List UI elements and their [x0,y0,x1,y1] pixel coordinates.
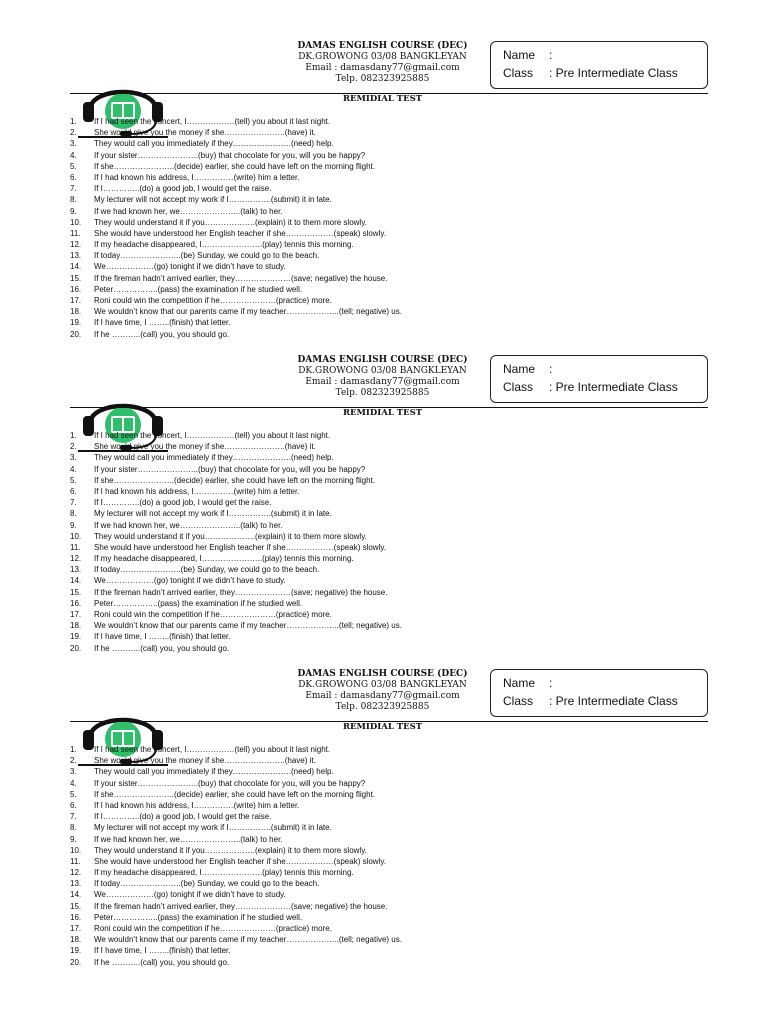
question-text: My lecturer will not accept my work if I…………….(submit) it in late. [94,823,332,833]
school-email: Email : damasdany77@gmail.com [305,377,460,387]
question-item [70,206,710,217]
question-item [70,508,710,519]
question-number: 7. [70,812,77,822]
question-item [70,464,710,475]
question-item [70,755,710,766]
question-text: If he ………..(call) you, you should go. [94,329,230,339]
question-text: She would have understood her English teacher if she………………(speak) slowly. [94,542,386,552]
test-title: REMIDIAL TEST [342,408,423,418]
question-text: If we had known her, we…………………..(talk) to her. [94,834,283,844]
question-number: 10. [70,531,82,541]
school-name: DAMAS ENGLISH COURSE (DEC) [297,355,468,365]
question-number: 19. [70,632,82,642]
school-email: Email : damasdany77@gmail.com [305,691,460,701]
school-header [250,41,515,85]
question-text: Roni could win the competition if he…………………(practice) more. [94,610,332,619]
question-text: Peter……………..(pass) the examination if he studied well. [94,284,303,294]
question-item [70,643,710,654]
question-text: If he ………..(call) you, you should go. [94,643,230,653]
question-number: 6. [70,486,77,496]
name-value: : [549,362,553,376]
question-number: 1. [70,431,77,440]
question-number: 18. [70,307,82,317]
question-text: We………………(go) tonight if we didn’t have to study. [94,890,286,900]
student-info-box [490,41,708,89]
question-text: If I had known his address, I……………(write) him a letter. [94,486,300,496]
question-number: 13. [70,251,82,261]
question-number: 10. [70,217,82,227]
question-text: If I…………..(do) a good job, I would get the raise. [94,498,272,508]
question-text: If I had seen the concert, I………………(tell) you about it last night. [94,117,331,126]
question-text: If I have time, I ……..(finish) that letter. [94,946,231,956]
class-value: : Pre Intermediate Class [549,694,678,708]
question-item [70,273,710,284]
name-row [503,362,552,376]
question-item [70,789,710,800]
question-number: 14. [70,890,82,900]
question-number: 20. [70,957,82,967]
question-item [70,620,710,631]
school-name: DAMAS ENGLISH COURSE (DEC) [297,41,468,51]
question-text: She would give you the money if she…………………..(have) it. [94,442,316,452]
school-address: DK.GROWONG 03/08 BANGKLEYAN [298,52,467,62]
question-text: We wouldn’t know that our parents came if my teacher………………..(tell; negative) us. [94,307,402,317]
name-row [503,48,552,62]
question-item [70,452,710,463]
question-number: 14. [70,262,82,272]
question-number: 8. [70,195,77,205]
student-info-box [490,355,708,403]
question-number: 18. [70,935,82,945]
question-text: If we had known her, we…………………..(talk) to her. [94,206,283,216]
question-number: 20. [70,643,82,653]
question-text: They would call you immediately if they………………….(need) help. [94,139,334,149]
name-label: Name [503,676,536,690]
question-item [70,867,710,878]
question-item [70,957,710,968]
question-text: If I…………..(do) a good job, I would get the raise. [94,812,272,822]
school-name: DAMAS ENGLISH COURSE (DEC) [297,669,468,679]
question-text: They would understand it if you……………….(explain) it to them more slowly. [94,217,367,227]
question-text: If my headache disappeared, I…………………..(play) tennis this morning. [94,554,354,564]
question-number: 4. [70,150,77,160]
question-number: 15. [70,901,82,911]
school-phone: Telp. 082323925885 [335,74,430,84]
question-text: If she…………………..(decide) earlier, she could have left on the morning flight. [94,475,376,485]
question-number: 14. [70,576,82,586]
class-value: : Pre Intermediate Class [549,380,678,394]
question-text: If I had seen the concert, I………………(tell) you about it last night. [94,431,331,440]
question-text: If she…………………..(decide) earlier, she could have left on the morning flight. [94,789,376,799]
question-text: She would give you the money if she…………………..(have) it. [94,756,316,766]
question-item [70,306,710,317]
test-title: REMIDIAL TEST [342,722,423,732]
class-label: Class [503,694,534,708]
question-number: 19. [70,946,82,956]
question-number: 3. [70,453,77,463]
name-row [503,676,552,690]
question-item [70,475,710,486]
question-number: 4. [70,778,77,788]
question-number: 5. [70,161,77,171]
question-item [70,520,710,531]
question-list [70,116,710,340]
question-text: Roni could win the competition if he…………………(practice) more. [94,296,332,305]
question-item [70,631,710,642]
question-number: 15. [70,587,82,597]
question-text: If I had known his address, I……………(write) him a letter. [94,800,300,810]
question-number: 9. [70,206,77,216]
question-number: 17. [70,610,82,619]
question-item [70,127,710,138]
question-text: My lecturer will not accept my work if I…………….(submit) it in late. [94,509,332,519]
question-item [70,161,710,172]
question-item [70,239,710,250]
question-text: She would have understood her English teacher if she………………(speak) slowly. [94,228,386,238]
question-number: 1. [70,117,77,126]
question-item [70,766,710,777]
question-item [70,912,710,923]
school-header [250,669,515,713]
question-text: If I have time, I ……..(finish) that letter. [94,632,231,642]
question-text: She would have understood her English teacher if she………………(speak) slowly. [94,856,386,866]
class-label: Class [503,66,534,80]
test-sheet-1 [0,40,768,354]
question-item [70,172,710,183]
question-text: If my headache disappeared, I…………………..(play) tennis this morning. [94,240,354,250]
question-number: 20. [70,329,82,339]
question-number: 7. [70,498,77,508]
class-row [503,380,678,394]
question-text: If my headache disappeared, I…………………..(play) tennis this morning. [94,868,354,878]
question-number: 13. [70,565,82,575]
question-item [70,878,710,889]
question-number: 2. [70,128,77,138]
question-item [70,430,710,441]
question-number: 16. [70,598,82,608]
question-item [70,575,710,586]
class-label: Class [503,380,534,394]
question-number: 3. [70,767,77,777]
question-text: If we had known her, we…………………..(talk) to her. [94,520,283,530]
question-item [70,486,710,497]
question-number: 3. [70,139,77,149]
class-value: : Pre Intermediate Class [549,66,678,80]
question-number: 4. [70,464,77,474]
school-phone: Telp. 082323925885 [335,388,430,398]
question-text: If your sister…………………..(buy) that chocolate for you, will you be happy? [94,778,366,788]
student-info-box [490,669,708,717]
question-number: 6. [70,172,77,182]
question-number: 5. [70,475,77,485]
question-item [70,250,710,261]
question-item [70,441,710,452]
name-value: : [549,676,553,690]
question-text: If she…………………..(decide) earlier, she could have left on the morning flight. [94,161,376,171]
question-item [70,228,710,239]
question-text: If the fireman hadn’t arrived earlier, they…………………(save; negative) the house. [94,901,388,911]
class-row [503,66,678,80]
question-text: If today…………………..(be) Sunday, we could go to the beach. [94,565,320,575]
question-number: 11. [70,856,81,866]
question-number: 2. [70,442,77,452]
question-item [70,564,710,575]
question-text: If I have time, I ……..(finish) that letter. [94,318,231,328]
question-number: 17. [70,296,82,305]
question-item [70,217,710,228]
question-item [70,934,710,945]
question-list [70,744,710,968]
question-number: 6. [70,800,77,810]
question-number: 12. [70,868,82,878]
class-row [503,694,678,708]
question-number: 1. [70,745,77,754]
question-text: If the fireman hadn’t arrived earlier, they…………………(save; negative) the house. [94,273,388,283]
question-item [70,183,710,194]
name-label: Name [503,48,536,62]
question-item [70,778,710,789]
question-item [70,901,710,912]
school-address: DK.GROWONG 03/08 BANGKLEYAN [298,366,467,376]
question-number: 18. [70,621,82,631]
question-text: They would understand it if you……………….(explain) it to them more slowly. [94,845,367,855]
question-number: 8. [70,823,77,833]
question-text: She would give you the money if she…………………..(have) it. [94,128,316,138]
question-text: If I had known his address, I……………(write) him a letter. [94,172,300,182]
question-text: If today…………………..(be) Sunday, we could go to the beach. [94,879,320,889]
question-item [70,261,710,272]
question-number: 11. [70,228,81,238]
name-value: : [549,48,553,62]
question-text: Peter……………..(pass) the examination if he studied well. [94,912,303,922]
school-header [250,355,515,399]
question-item [70,609,710,620]
question-number: 12. [70,554,82,564]
test-title: REMIDIAL TEST [342,94,423,104]
question-text: They would call you immediately if they………………….(need) help. [94,453,334,463]
question-text: If the fireman hadn’t arrived earlier, they…………………(save; negative) the house. [94,587,388,597]
question-text: We wouldn’t know that our parents came if my teacher………………..(tell; negative) us. [94,621,402,631]
school-address: DK.GROWONG 03/08 BANGKLEYAN [298,680,467,690]
question-item [70,811,710,822]
question-text: We………………(go) tonight if we didn’t have to study. [94,262,286,272]
question-item [70,587,710,598]
question-item [70,598,710,609]
question-text: They would understand it if you……………….(explain) it to them more slowly. [94,531,367,541]
question-number: 2. [70,756,77,766]
question-item [70,845,710,856]
question-text: If I had seen the concert, I………………(tell) you about it last night. [94,745,331,754]
question-number: 13. [70,879,82,889]
question-item [70,923,710,934]
question-text: Peter……………..(pass) the examination if he studied well. [94,598,303,608]
question-item [70,295,710,306]
question-text: My lecturer will not accept my work if I…………….(submit) it in late. [94,195,332,205]
question-item [70,834,710,845]
question-number: 7. [70,184,77,194]
question-item [70,744,710,755]
question-text: Roni could win the competition if he…………………(practice) more. [94,924,332,933]
question-number: 16. [70,912,82,922]
question-item [70,317,710,328]
question-number: 9. [70,834,77,844]
question-text: We wouldn’t know that our parents came if my teacher………………..(tell; negative) us. [94,935,402,945]
school-phone: Telp. 082323925885 [335,702,430,712]
name-label: Name [503,362,536,376]
question-list [70,430,710,654]
question-number: 15. [70,273,82,283]
question-item [70,800,710,811]
question-number: 8. [70,509,77,519]
question-text: If I…………..(do) a good job, I would get the raise. [94,184,272,194]
question-text: If today…………………..(be) Sunday, we could go to the beach. [94,251,320,261]
school-email: Email : damasdany77@gmail.com [305,63,460,73]
question-item [70,138,710,149]
question-text: If he ………..(call) you, you should go. [94,957,230,967]
question-number: 19. [70,318,82,328]
question-item [70,856,710,867]
question-number: 17. [70,924,82,933]
question-item [70,497,710,508]
question-item [70,553,710,564]
question-item [70,542,710,553]
question-number: 11. [70,542,81,552]
test-sheet-3 [0,668,768,982]
question-number: 5. [70,789,77,799]
question-item [70,889,710,900]
question-number: 12. [70,240,82,250]
question-item [70,284,710,295]
question-item [70,531,710,542]
question-text: They would call you immediately if they………………….(need) help. [94,767,334,777]
question-text: If your sister…………………..(buy) that chocolate for you, will you be happy? [94,464,366,474]
question-text: We………………(go) tonight if we didn’t have to study. [94,576,286,586]
question-item [70,945,710,956]
question-item [70,194,710,205]
question-text: If your sister…………………..(buy) that chocolate for you, will you be happy? [94,150,366,160]
question-number: 9. [70,520,77,530]
test-sheet-2 [0,354,768,668]
question-item [70,116,710,127]
question-number: 16. [70,284,82,294]
question-item [70,329,710,340]
question-number: 10. [70,845,82,855]
question-item [70,150,710,161]
question-item [70,822,710,833]
